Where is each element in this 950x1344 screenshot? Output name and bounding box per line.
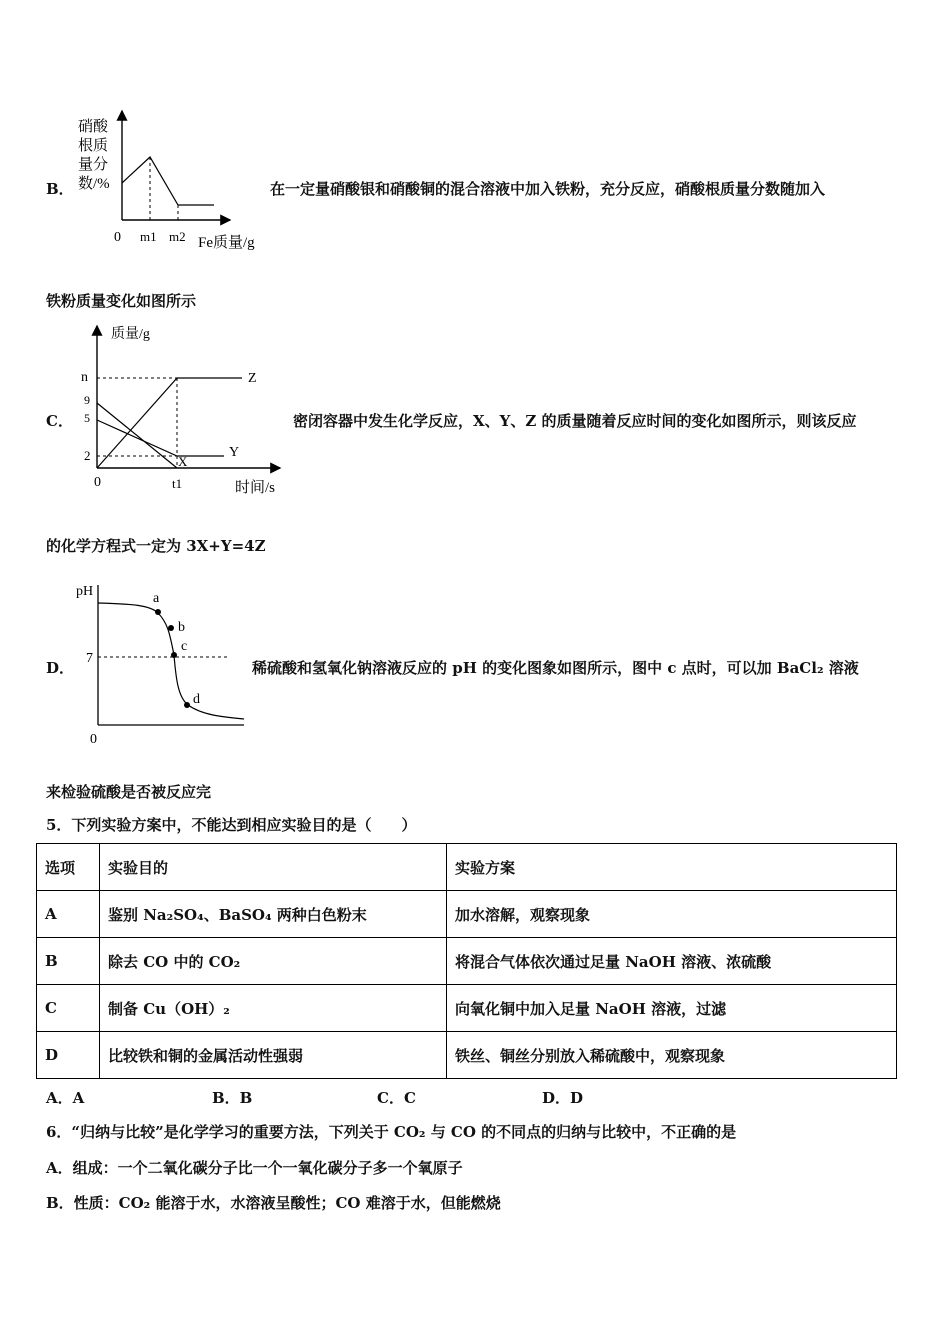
row-plan: 向氧化铜中加入足量 NaOH 溶液，过滤 [447, 985, 897, 1032]
option-c-text-cont: 的化学方程式一定为 3X+Y=4Z [46, 537, 266, 555]
ytick-7: 7 [86, 651, 93, 666]
row-plan: 加水溶解，观察现象 [447, 891, 897, 938]
row-option: D [37, 1032, 100, 1079]
table-row [37, 938, 897, 985]
option-b-letter: B． [46, 180, 74, 198]
ph-graph [72, 575, 252, 750]
header-purpose: 实验目的 [100, 844, 447, 891]
question-6-option-a[interactable]: A．组成：一个二氧化碳分子比一个一氧化碳分子多一个氧原子 [46, 1159, 463, 1177]
row-plan: 铁丝、铜丝分别放入稀硫酸中，观察现象 [447, 1032, 897, 1079]
table-row [37, 1032, 897, 1079]
ylabel: pH [76, 584, 94, 599]
label-z: Z [248, 371, 257, 386]
answer-option-c[interactable]: C．C [377, 1089, 416, 1107]
table-row [37, 985, 897, 1032]
ylabel: 质量/g [111, 327, 150, 342]
answer-option-a[interactable]: A．A [46, 1089, 85, 1107]
xtick-m2: m2 [169, 229, 186, 244]
point-a [155, 609, 161, 615]
point-c [171, 652, 177, 658]
answer-option-d[interactable]: D．D [542, 1089, 584, 1107]
experiment-table [36, 843, 897, 1079]
label-y: Y [229, 445, 240, 460]
row-option: A [37, 891, 100, 938]
question-6-option-b[interactable]: B．性质：CO₂ 能溶于水，水溶液呈酸性；CO 难溶于水，但能燃烧 [46, 1194, 501, 1212]
option-c-letter: C． [46, 412, 73, 430]
question-5-options [46, 1087, 746, 1107]
xlabel: 时间/s [235, 480, 276, 496]
option-d-text: 稀硫酸和氢氧化钠溶液反应的 pH 的变化图象如图所示，图中 c 点时，可以加 BaCl₂ 溶液 [252, 659, 859, 677]
ylabel-line-1: 硝酸 [78, 119, 109, 135]
answer-option-b[interactable]: B．B [212, 1089, 253, 1107]
table-row [37, 891, 897, 938]
row-option: B [37, 938, 100, 985]
row-option: C [37, 985, 100, 1032]
ytick-5: 5 [84, 411, 90, 425]
row-purpose: 除去 CO 中的 CO₂ [100, 938, 447, 985]
label-d: d [193, 692, 200, 707]
label-x: X [178, 454, 188, 469]
label-b: b [178, 620, 185, 635]
origin-label: 0 [90, 732, 97, 747]
ytick-9: 9 [84, 393, 90, 407]
series-z [97, 378, 242, 468]
ph-curve [98, 603, 244, 719]
row-purpose: 比较铁和铜的金属活动性强弱 [100, 1032, 447, 1079]
ylabel-line-3: 量分 [78, 157, 109, 173]
option-d-letter: D． [46, 659, 75, 677]
ytick-n: n [81, 370, 88, 385]
series-y [97, 420, 224, 456]
row-purpose: 鉴别 Na₂SO₄、BaSO₄ 两种白色粉末 [100, 891, 447, 938]
option-b-text: 在一定量硝酸银和硝酸铜的混合溶液中加入铁粉，充分反应，硝酸根质量分数随加入 [270, 180, 826, 198]
question-6-stem: 6．“归纳与比较”是化学学习的重要方法，下列关于 CO₂ 与 CO 的不同点的归纳与比较中，不正确的是 [46, 1123, 737, 1141]
origin-label: 0 [114, 230, 121, 245]
label-c: c [181, 639, 188, 654]
point-b [168, 625, 174, 631]
table-header-row [37, 844, 897, 891]
ylabel-line-4: 数/% [78, 176, 110, 192]
point-d [184, 702, 190, 708]
nitrate-curve [122, 157, 214, 205]
option-d-text-cont: 来检验硫酸是否被反应完 [46, 783, 212, 801]
label-a: a [153, 591, 160, 606]
origin-label: 0 [94, 475, 101, 490]
question-5-stem: 5．下列实验方案中，不能达到相应实验目的是（ ） [46, 816, 417, 834]
ylabel-line-2: 根质 [78, 138, 109, 154]
xtick-t1: t1 [172, 476, 183, 491]
mass-time-graph [72, 318, 292, 503]
row-plan: 将混合气体依次通过足量 NaOH 溶液、浓硫酸 [447, 938, 897, 985]
header-option: 选项 [37, 844, 100, 891]
nitrate-fraction-graph [70, 105, 270, 255]
row-purpose: 制备 Cu（OH）₂ [100, 985, 447, 1032]
ytick-2: 2 [84, 448, 91, 463]
series-x [97, 403, 177, 468]
header-plan: 实验方案 [447, 844, 897, 891]
xlabel: Fe质量/g [198, 235, 255, 251]
option-c-text: 密闭容器中发生化学反应，X、Y、Z 的质量随着反应时间的变化如图所示，则该反应 [293, 412, 857, 430]
xtick-m1: m1 [140, 229, 157, 244]
option-b-text-cont: 铁粉质量变化如图所示 [46, 292, 197, 310]
